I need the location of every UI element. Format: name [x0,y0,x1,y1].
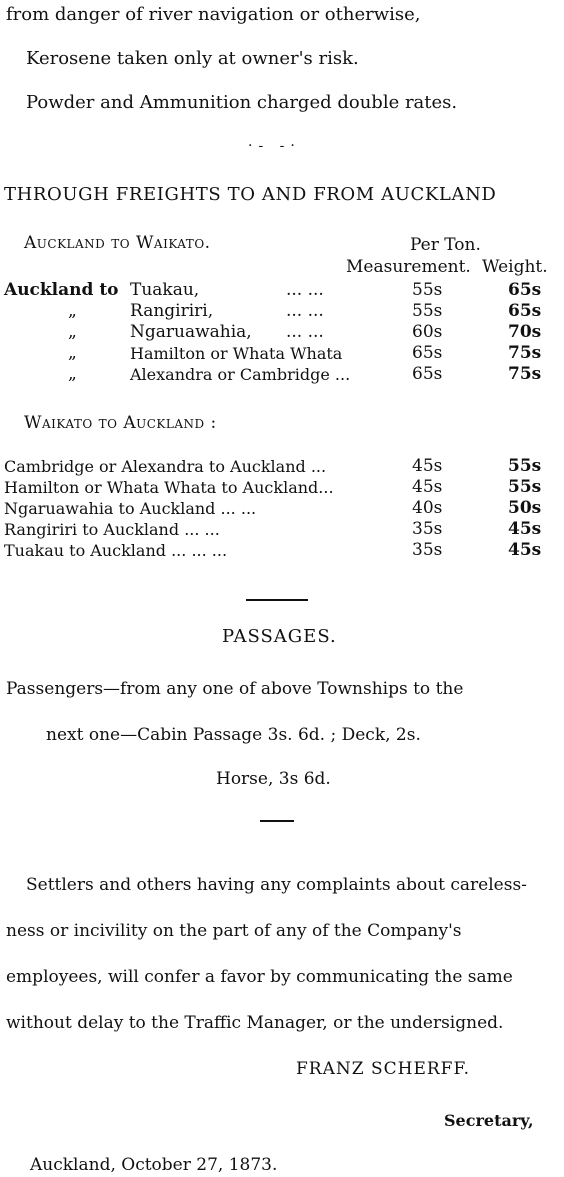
weight-value: 50s [508,498,542,518]
signature-date: Auckland, October 27, 1873. [30,1155,278,1175]
measurement-value: 45s [412,456,443,476]
measurement-column-header: Measurement. [346,257,471,277]
weight-value: 70s [508,322,542,342]
section1-table [4,280,560,385]
route-destination: Rangiriri, [130,301,214,321]
route-prefix: „ [68,301,77,321]
measurement-value: 60s [412,322,443,342]
weight-value: 45s [508,540,542,560]
passages-line-2: next one—Cabin Passage 3s. 6d. ; Deck, 2s. [46,725,421,745]
intro-line-2: Kerosene taken only at owner's risk. [26,48,359,69]
dot-leader: ... ... [286,322,324,342]
measurement-value: 55s [412,280,443,300]
ornament: ·- -· [248,138,301,154]
section-divider [246,599,308,601]
table-row [4,322,560,343]
route-destination: Tuakau, [130,280,200,300]
passages-title: PASSAGES. [222,626,337,647]
notice-line-2: ness or incivility on the part of any of the Company's [6,921,462,941]
section1-title: Auckland to Waikato. [24,233,211,253]
weight-column-header: Weight. [482,257,548,277]
table-row [4,477,560,498]
passages-line-3: Horse, 3s 6d. [216,769,331,789]
measurement-value: 35s [412,519,443,539]
dot-leader: ... ... [286,301,324,321]
weight-value: 45s [508,519,542,539]
route-text: Rangiriri to Auckland ... ... [4,520,220,539]
measurement-value: 35s [412,540,443,560]
weight-value: 65s [508,301,542,321]
signature-name: FRANZ SCHERFF. [296,1059,470,1079]
measurement-value: 65s [412,343,443,363]
weight-value: 75s [508,364,542,384]
table-row [4,519,560,540]
table-row [4,343,560,364]
passages-line-1: Passengers—from any one of above Townships to the [6,679,464,699]
notice-line-4: without delay to the Traffic Manager, or the undersigned. [6,1013,504,1033]
per-ton-label: Per Ton. [410,235,481,255]
intro-line-1: from danger of river navigation or otherwise, [6,4,421,25]
freights-heading: THROUGH FREIGHTS TO AND FROM AUCKLAND [4,184,497,205]
route-destination: Ngaruawahia, [130,322,252,342]
route-prefix: „ [68,322,77,342]
measurement-value: 65s [412,364,443,384]
route-prefix: „ [68,364,77,384]
route-prefix: Auckland to [4,280,119,300]
table-row [4,280,560,301]
notice-line-3: employees, will confer a favor by communicating the same [6,967,513,987]
measurement-value: 45s [412,477,443,497]
route-text: Ngaruawahia to Auckland ... ... [4,499,257,518]
route-text: Tuakau to Auckland ... ... ... [4,541,228,560]
weight-value: 65s [508,280,542,300]
short-divider [260,820,294,822]
table-row [4,456,560,477]
route-text: Hamilton or Whata Whata to Auckland... [4,478,334,497]
section2-table [4,456,560,561]
route-prefix: „ [68,343,77,363]
measurement-value: 40s [412,498,443,518]
dot-leader: ... ... [286,280,324,300]
intro-line-3: Powder and Ammunition charged double rates. [26,92,458,113]
route-destination: Alexandra or Cambridge ... [130,365,351,384]
section2-title: Waikato to Auckland : [24,413,217,433]
notice-line-1: Settlers and others having any complaints about careless- [26,875,527,895]
table-row [4,364,560,385]
route-destination: Hamilton or Whata Whata [130,344,343,363]
weight-value: 55s [508,477,542,497]
table-row [4,301,560,322]
table-row [4,540,560,561]
weight-value: 75s [508,343,542,363]
table-row [4,498,560,519]
measurement-value: 55s [412,301,443,321]
weight-value: 55s [508,456,542,476]
signature-title: Secretary, [444,1111,534,1130]
route-text: Cambridge or Alexandra to Auckland ... [4,457,327,476]
